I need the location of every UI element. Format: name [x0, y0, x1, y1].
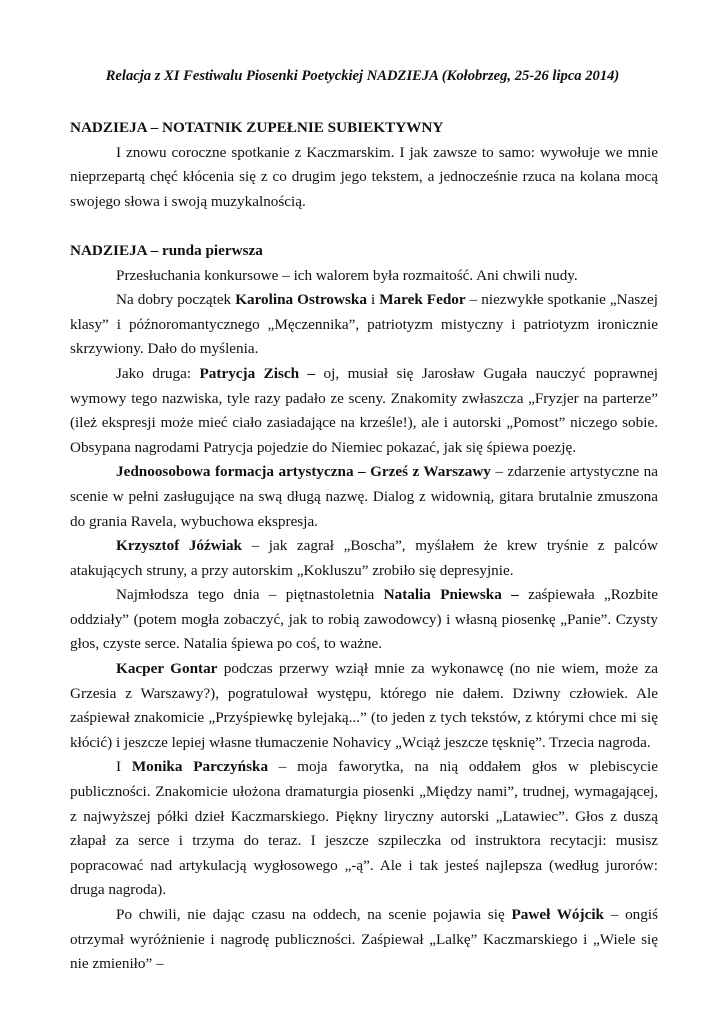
- paragraph-gontar: Kacper Gontar podczas przerwy wziął mnie za wykonawcę (no nie wiem, może za Grzesia z Warszawy?), pogratulował występu, którego nie dałem. Dziwny człowiek. Ale zaśpiewał znakomicie „Przyśpiewkę bylejaką...” (to jeden z tych tekstów, z którymi chce mi się kłócić) i jeszcze lepiej własne tłumaczenie Nohavicy „Wciąż jeszcze tęsknię”. Trzecia nagroda.: [70, 660, 658, 751]
- paragraph-przesluchania: Przesłuchania konkursowe – ich walorem była rozmaitość. Ani chwili nudy.: [116, 266, 578, 284]
- performer-name: Krzysztof Jóźwiak: [116, 537, 242, 555]
- paragraph-grzes: Jednoosobowa formacja artystyczna – Grześ z Warszawy – zdarzenie artystyczne na scenie w pełni zasługujące na swą długą nazwę. Dialog z widownią, gitara brutalnie zmuszona do grania Ravela, wybuchowa ekspresja.: [70, 463, 659, 530]
- section-title-notatnik: NADZIEJA – NOTATNIK ZUPEŁNIE SUBIEKTYWNY: [70, 119, 444, 136]
- performer-name: Paweł Wójcik: [511, 906, 604, 923]
- paragraph-ostrowska-fedor: Na dobry początek Karolina Ostrowska i Marek Fedor – niezwykłe spotkanie „Naszej klasy” i późnoromantycznego „Męczennika”, patriotyzm mistyczny i patriotyzm ironicznie skrzywiony. Dało do myślenia.: [70, 291, 658, 358]
- performer-name: Kacper Gontar: [116, 660, 218, 678]
- paragraph-intro: I znowu coroczne spotkanie z Kaczmarskim. I jak zawsze to samo: wywołuje we mnie nieprzepartą chęć kłócenia się z co drugim jego tekstem, a jednocześnie rzuca na kolana mocą swojego słowa i swoją muzykalnością.: [70, 143, 658, 210]
- paragraph-pniewska: Najmłodsza tego dnia – piętnastoletnia Natalia Pniewska – zaśpiewała „Rozbite oddziały” (potem mogła zobaczyć, jak to robią zawodowcy) i własną piosenkę „Panie”. Czysty głos, czyste serce. Natalia śpiewa po coś, to ważne.: [70, 586, 658, 653]
- paragraph-jozwiak: Krzysztof Jóźwiak – jak zagrał „Boscha”, myślałem że krew tryśnie z palców atakujących struny, a przy autorskim „Kokluszu” zrobiło się depresyjnie.: [70, 537, 658, 579]
- performer-name: Monika Parczyńska: [131, 758, 269, 776]
- performer-name: Patrycja Zisch –: [199, 364, 316, 382]
- paragraph-wojcik: Po chwili, nie dając czasu na oddech, na scenie pojawia się Paweł Wójcik – ongiś otrzymał wyróżnienie i nagrodę publiczności. Zaśpiewał „Lalkę” Kaczmarskiego i „Wiele się nie zmieniło” –: [70, 906, 658, 973]
- paragraph-parczynska: I Monika Parczyńska – moja faworytka, na nią oddałem głos w plebiscycie publiczności. Znakomicie ułożona dramaturgia piosenki „Między nami”, trudnej, wymagającej, z najwyższej półki dzieł Kaczmarskiego. Piękny liryczny autorski „Latawiec”. Głos z duszą złapał za serce i trzyma do teraz. I jeszcze szpileczka od instruktora recytacji: musisz popracować nad artykulacją wygłosowego „-ą”. Ale i tak jesteś najlepsza (według jurorów: druga nagroda).: [70, 758, 659, 899]
- performer-name: Karolina Ostrowska: [235, 291, 367, 309]
- document-body: [70, 116, 658, 977]
- performer-name: Natalia Pniewska –: [383, 586, 519, 604]
- performer-name: Jednoosobowa formacja artystyczna – Grześ z Warszawy: [116, 463, 491, 481]
- paragraph-zisch: Jako druga: Patrycja Zisch – oj, musiał się Jarosław Gugała nauczyć poprawnej wymowy tego nazwiska, tyle razy padało ze sceny. Znakomity zwłaszcza „Fryzjer na parterze” (ileż ekspresji może mieć ciało zasiadające na krześle!), ale i autorski „Pomost” niczego sobie. Obsypana nagrodami Patrycja pojedzie do Niemiec pokazać, jak się śpiewa poezję.: [70, 364, 659, 456]
- performer-name: Marek Fedor: [379, 291, 466, 309]
- document-header: Relacja z XI Festiwalu Piosenki Poetyckiej NADZIEJA (Kołobrzeg, 25-26 lipca 2014): [105, 68, 620, 84]
- paragraph-spacer: [70, 214, 658, 239]
- section-title-runda-pierwsza: NADZIEJA – runda pierwsza: [70, 241, 263, 259]
